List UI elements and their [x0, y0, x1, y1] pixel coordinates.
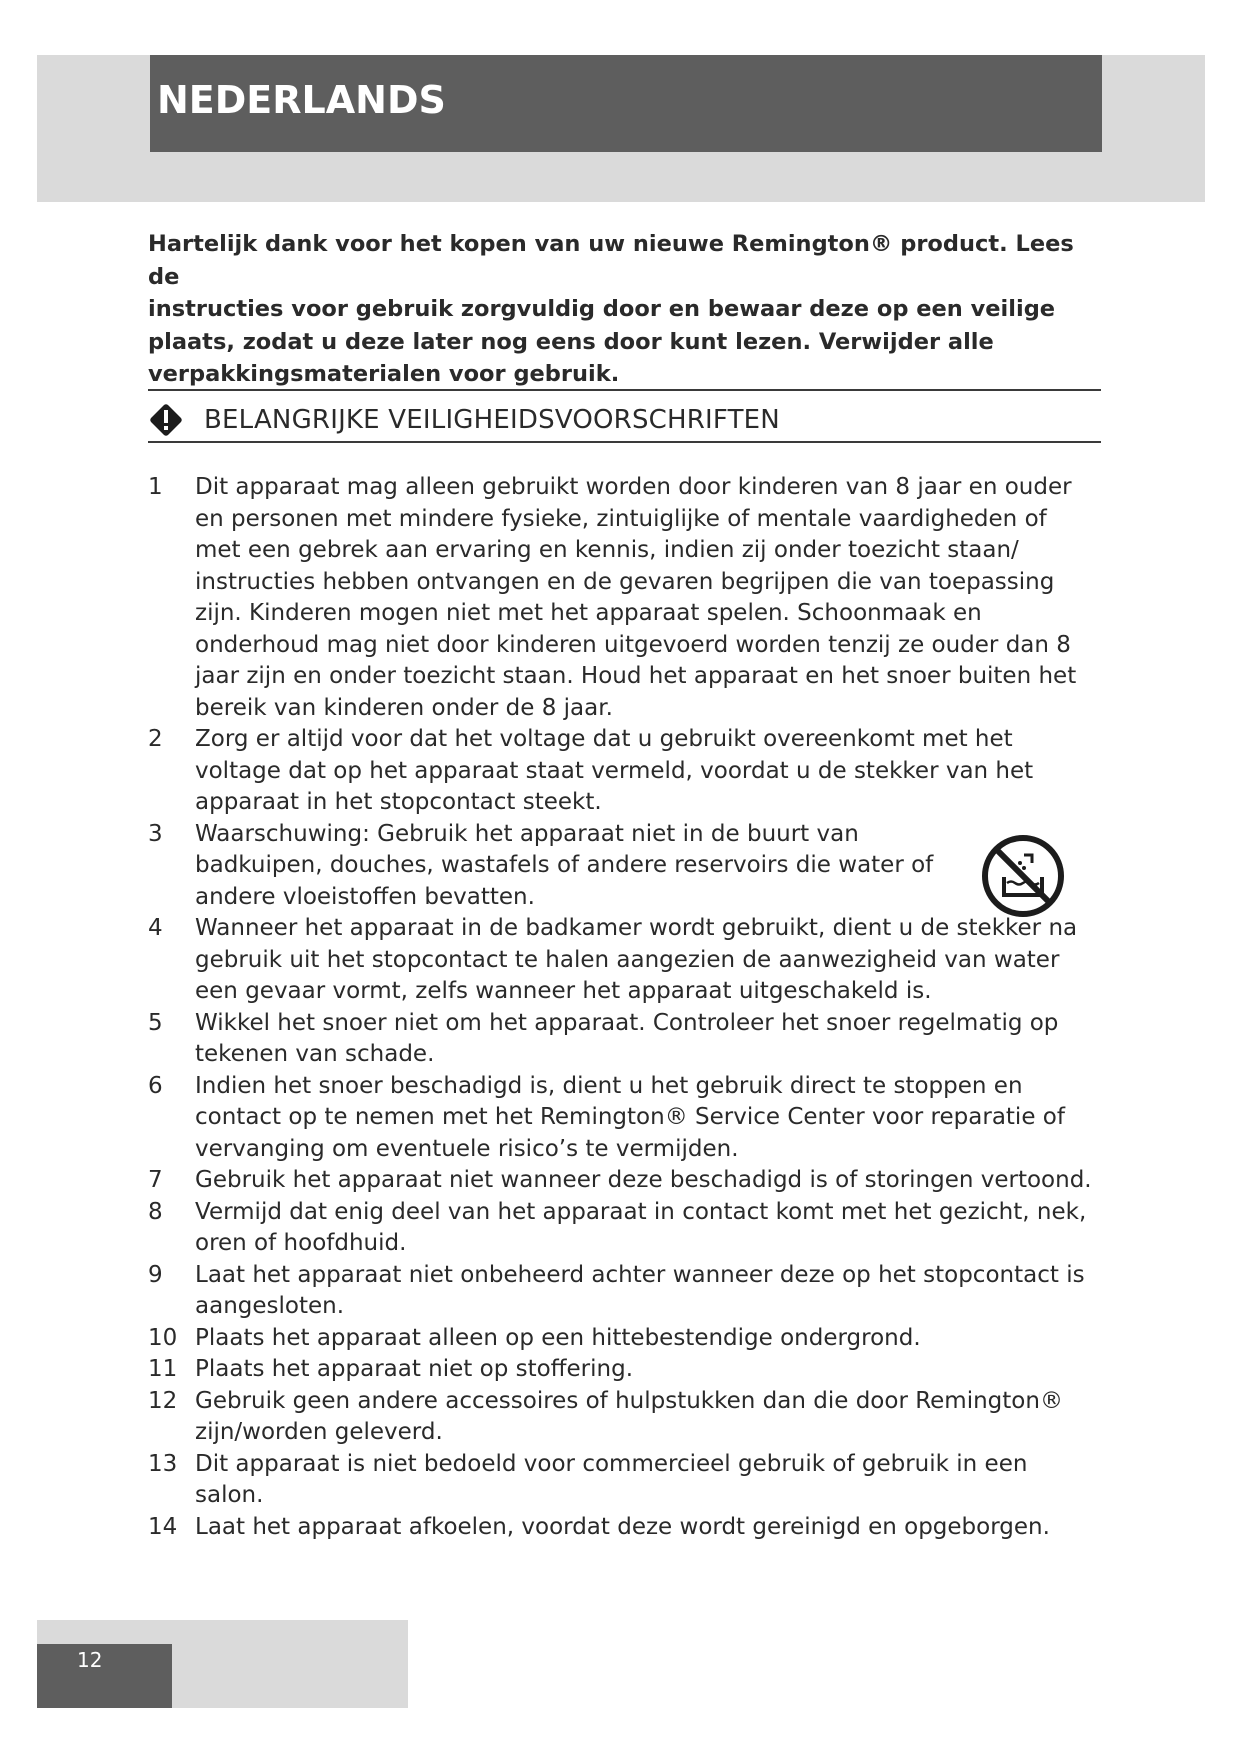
- intro-line: Hartelijk dank voor het kopen van uw nieuwe Remington® product. Lees de: [148, 231, 1074, 290]
- item-text: Zorg er altijd voor dat het voltage dat u gebruikt overeenkomt met het voltage dat op het apparaat staat vermeld, voordat u de stekker van het apparaat in het stopcontact steekt.: [195, 726, 1034, 815]
- item-number: 5: [148, 1009, 163, 1036]
- section-rule-top: [148, 389, 1101, 391]
- item-number: 1: [148, 474, 163, 500]
- item-text: Dit apparaat is niet bedoeld voor commercieel gebruik of gebruik in een salon.: [195, 1450, 1028, 1508]
- list-item: [148, 1260, 1098, 1323]
- warning-diamond-icon: [148, 402, 184, 438]
- item-text: Wanneer het apparaat in de badkamer wordt gebruikt, dient u de stekker na gebruik uit het stopcontact te halen aangezien de aanwezigheid van water een gevaar vormt, zelfs wanneer het apparaat uitgeschakeld is.: [195, 915, 1078, 1004]
- item-number: 13: [148, 1450, 178, 1477]
- list-item: [148, 1449, 1098, 1512]
- page-number: 12: [77, 1648, 103, 1672]
- intro-line: verpakkingsmaterialen voor gebruik.: [148, 361, 620, 387]
- section-rule-bottom: [148, 441, 1101, 443]
- list-item: [148, 472, 1098, 724]
- item-number: 11: [148, 1356, 178, 1382]
- list-item: [148, 1071, 1098, 1166]
- item-number: 12: [148, 1387, 178, 1414]
- list-item: [148, 1197, 1098, 1260]
- item-text: Plaats het apparaat niet op stoffering.: [195, 1356, 634, 1382]
- list-item: [148, 724, 1098, 819]
- intro-line: plaats, zodat u deze later nog eens door kunt lezen. Verwijder alle: [148, 328, 994, 355]
- list-item: [148, 1386, 1098, 1449]
- list-item: [148, 819, 975, 914]
- item-number: 8: [148, 1198, 163, 1225]
- item-text: Gebruik geen andere accessoires of hulpstukken dan die door Remington® zijn/worden geleverd.: [195, 1387, 1063, 1445]
- item-number: 10: [148, 1324, 178, 1351]
- intro-paragraph: [148, 228, 1088, 391]
- item-number: 3: [148, 820, 163, 847]
- safety-list: [148, 472, 1098, 1543]
- item-text: Dit apparaat mag alleen gebruikt worden door kinderen van 8 jaar en ouder en personen met mindere fysieke, zintuiglijke of mentale vaardigheden of met een gebrek aan ervaring en kennis, indien zij onder toezicht staan/ instructies hebben ontvangen en de gevaren begrijpen die van toepassing zijn. Kinderen mogen niet met het apparaat spelen. Schoonmaak en onderhoud mag niet door kinderen uitgevoerd worden tenzij ze ouder dan 8 jaar zijn en onder toezicht staan. Houd het apparaat en het snoer buiten het bereik van kinderen onder de 8 jaar.: [195, 474, 1077, 721]
- list-item: [148, 1354, 1098, 1386]
- item-number: 14: [148, 1513, 178, 1540]
- item-number: 6: [148, 1072, 163, 1099]
- item-number: 4: [148, 915, 163, 941]
- item-number: 7: [148, 1167, 163, 1193]
- list-item: [148, 1165, 1098, 1197]
- item-text: Indien het snoer beschadigd is, dient u het gebruik direct te stoppen en contact op te nemen met het Remington® Service Center voor reparatie of vervanging om eventuele risico’s te vermijden.: [195, 1072, 1065, 1162]
- item-text: Plaats het apparaat alleen op een hittebestendige ondergrond.: [195, 1324, 921, 1351]
- footer-page-box: [37, 1644, 172, 1708]
- section-title: BELANGRIJKE VEILIGHEIDSVOORSCHRIFTEN: [204, 405, 780, 435]
- item-text: Wikkel het snoer niet om het apparaat. Controleer het snoer regelmatig op tekenen van schade.: [195, 1009, 1059, 1067]
- list-item: [148, 1323, 1098, 1355]
- list-item: [148, 1008, 1098, 1071]
- no-water-near-bath-icon: [980, 833, 1066, 919]
- item-text: Vermijd dat enig deel van het apparaat in contact komt met het gezicht, nek, oren of hoofdhuid.: [195, 1198, 1087, 1256]
- item-number: 9: [148, 1261, 163, 1288]
- intro-line: instructies voor gebruik zorgvuldig door en bewaar deze op een veilige: [148, 296, 1056, 322]
- page-title: NEDERLANDS: [157, 78, 446, 122]
- item-text: Waarschuwing: Gebruik het apparaat niet in de buurt van badkuipen, douches, wastafels of andere reservoirs die water of andere vloeistoffen bevatten.: [195, 820, 934, 910]
- item-text: Laat het apparaat niet onbeheerd achter wanneer deze op het stopcontact is aangesloten.: [195, 1261, 1085, 1319]
- item-text: Gebruik het apparaat niet wanneer deze beschadigd is of storingen vertoond.: [195, 1167, 1092, 1193]
- list-item: [148, 913, 1098, 1008]
- list-item: [148, 1512, 1098, 1544]
- item-text: Laat het apparaat afkoelen, voordat deze wordt gereinigd en opgeborgen.: [195, 1513, 1050, 1540]
- item-number: 2: [148, 726, 163, 752]
